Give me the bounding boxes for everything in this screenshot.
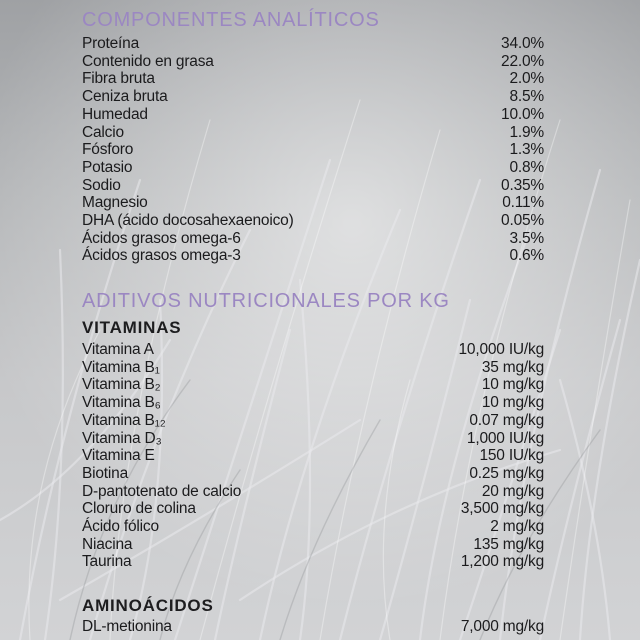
list-item xyxy=(82,394,544,412)
item-label: Cloruro de colina xyxy=(82,500,196,518)
list-item xyxy=(82,500,544,518)
list-item xyxy=(82,536,544,554)
item-value: 2.0% xyxy=(509,70,544,88)
list-item xyxy=(82,359,544,377)
item-label: Vitamina D₃ xyxy=(82,429,162,447)
item-value: 8.5% xyxy=(509,88,544,106)
item-label: Niacina xyxy=(82,535,133,553)
list-item xyxy=(82,35,544,53)
list-item xyxy=(82,412,544,430)
list-item xyxy=(82,159,544,177)
list-item xyxy=(82,447,544,465)
item-label: Fibra bruta xyxy=(82,70,155,88)
item-label: Biotina xyxy=(82,464,128,482)
item-value: 10.0% xyxy=(501,105,544,123)
list-item xyxy=(82,518,544,536)
item-label: Vitamina E xyxy=(82,447,155,465)
item-label: Vitamina B₆ xyxy=(82,394,161,412)
item-label: Vitamina B₁₂ xyxy=(82,411,166,429)
item-value: 3,500 mg/kg xyxy=(460,500,544,518)
amino-acids-title: AMINOÁCIDOS xyxy=(82,596,214,615)
item-value: 1,200 mg/kg xyxy=(460,553,544,571)
item-value: 3.5% xyxy=(509,229,544,247)
list-item xyxy=(82,212,544,230)
list-item xyxy=(82,106,544,124)
list-item xyxy=(82,483,544,501)
list-item xyxy=(82,194,544,212)
list-item xyxy=(82,430,544,448)
item-value: 7,000 mg/kg xyxy=(460,618,544,635)
list-item xyxy=(82,88,544,106)
item-label: Vitamina B₁ xyxy=(82,358,160,376)
item-value: 2 mg/kg xyxy=(490,518,544,536)
item-label: Vitamina A xyxy=(82,341,154,358)
item-value: 0.07 mg/kg xyxy=(469,411,544,429)
list-item xyxy=(82,124,544,142)
list-item xyxy=(82,247,544,265)
list-item xyxy=(82,53,544,71)
item-label: Ceniza bruta xyxy=(82,88,168,106)
item-label: Ácidos grasos omega-6 xyxy=(82,229,241,247)
list-item xyxy=(82,341,544,359)
list-item xyxy=(82,177,544,195)
vitamins-title: VITAMINAS xyxy=(82,318,182,337)
item-value: 0.6% xyxy=(509,247,544,265)
item-value: 10 mg/kg xyxy=(481,394,544,412)
item-value: 0.8% xyxy=(509,158,544,176)
item-label: Vitamina B₂ xyxy=(82,376,161,394)
list-item xyxy=(82,465,544,483)
item-label: DHA (ácido docosahexaenoico) xyxy=(82,212,294,230)
item-value: 1,000 IU/kg xyxy=(466,429,544,447)
item-label: Sodio xyxy=(82,176,121,194)
item-label: Potasio xyxy=(82,158,133,176)
item-label: Ácido fólico xyxy=(82,518,159,536)
item-label: Taurina xyxy=(82,553,132,571)
item-value: 0.05% xyxy=(501,212,544,230)
list-item xyxy=(82,141,544,159)
item-value: 35 mg/kg xyxy=(481,358,544,376)
item-value: 0.35% xyxy=(501,176,544,194)
amino-acids-list xyxy=(82,618,544,636)
item-label: Magnesio xyxy=(82,194,148,212)
item-value: 22.0% xyxy=(501,52,544,70)
nutritional-additives-title: ADITIVOS NUTRICIONALES POR KG xyxy=(82,290,450,312)
analytical-components-title: COMPONENTES ANALÍTICOS xyxy=(82,9,380,31)
list-item xyxy=(82,70,544,88)
item-label: Proteína xyxy=(82,35,139,52)
item-value: 1.3% xyxy=(509,141,544,159)
item-value: 150 IU/kg xyxy=(479,447,544,465)
item-label: DL-metionina xyxy=(82,618,172,635)
list-item xyxy=(82,376,544,394)
item-value: 0.11% xyxy=(502,194,544,212)
list-item xyxy=(82,230,544,248)
item-label: D-pantotenato de calcio xyxy=(82,482,242,500)
analytical-components-list xyxy=(82,35,544,265)
item-value: 135 mg/kg xyxy=(473,535,544,553)
item-label: Fósforo xyxy=(82,141,134,159)
item-value: 1.9% xyxy=(509,123,544,141)
item-label: Humedad xyxy=(82,105,148,123)
vitamins-list xyxy=(82,341,544,571)
list-item xyxy=(82,618,544,636)
item-value: 10 mg/kg xyxy=(481,376,544,394)
item-value: 0.25 mg/kg xyxy=(469,464,544,482)
item-label: Calcio xyxy=(82,123,124,141)
item-value: 20 mg/kg xyxy=(481,482,544,500)
item-label: Ácidos grasos omega-3 xyxy=(82,247,241,265)
item-label: Contenido en grasa xyxy=(82,52,214,70)
item-value: 34.0% xyxy=(501,35,544,52)
list-item xyxy=(82,553,544,571)
item-value: 10,000 IU/kg xyxy=(458,341,544,358)
